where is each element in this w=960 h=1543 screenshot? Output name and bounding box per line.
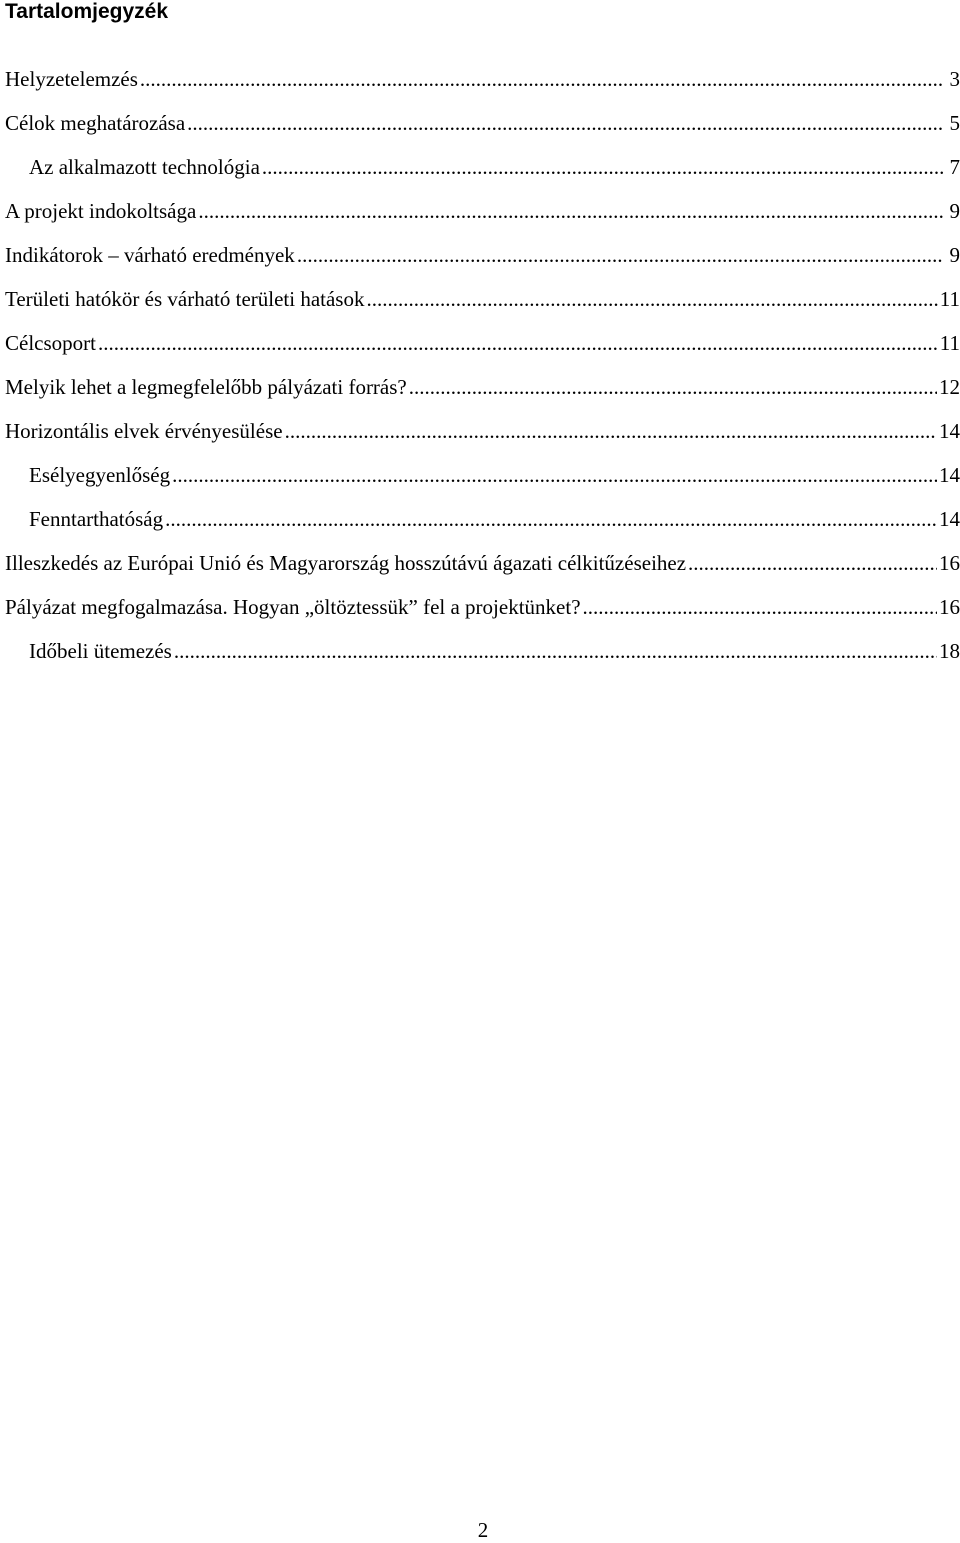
dot-leader bbox=[285, 416, 937, 446]
toc-entry-label: Az alkalmazott technológia bbox=[29, 155, 260, 179]
toc-entry-label: Esélyegyenlőség bbox=[29, 463, 171, 487]
toc-entry-page: 16 bbox=[939, 595, 960, 619]
toc-entry-label: A projekt indokoltsága bbox=[5, 199, 197, 223]
toc-entry-label: Helyzetelemzés bbox=[5, 67, 138, 91]
toc-entry-page: 5 bbox=[949, 111, 960, 135]
toc-entry-label: Melyik lehet a legmegfelelőbb pályázati forrás? bbox=[5, 375, 407, 399]
toc-entry-label: Indikátorok – várható eredmények bbox=[5, 243, 295, 267]
dot-leader bbox=[187, 108, 944, 138]
page-number: 2 bbox=[477, 1518, 489, 1542]
toc-entry-palyazati-forras[interactable] bbox=[5, 372, 960, 416]
toc-entry-horizontalis-elvek[interactable] bbox=[5, 416, 960, 460]
dot-leader bbox=[174, 636, 937, 666]
toc-entry-page: 14 bbox=[939, 419, 960, 443]
toc-entry-eselyegyenloseg[interactable] bbox=[5, 460, 960, 504]
dot-leader bbox=[140, 64, 944, 94]
toc-entry-indikatorok[interactable] bbox=[5, 240, 960, 284]
dot-leader bbox=[165, 504, 937, 534]
dot-leader bbox=[198, 196, 944, 226]
toc-entry-page: 11 bbox=[939, 331, 960, 355]
toc-entry-page: 3 bbox=[949, 67, 960, 91]
toc-entry-celok[interactable] bbox=[5, 108, 960, 152]
toc-entry-label: Horizontális elvek érvényesülése bbox=[5, 419, 283, 443]
dot-leader bbox=[366, 284, 937, 314]
toc-entry-page: 14 bbox=[939, 507, 960, 531]
toc-entry-teruleti-hatokor[interactable] bbox=[5, 284, 960, 328]
toc-entry-idobeli-utemezes[interactable] bbox=[5, 636, 960, 680]
toc-entry-label: Célok meghatározása bbox=[5, 111, 186, 135]
toc-entry-page: 18 bbox=[939, 639, 960, 663]
toc-entry-label: Fenntarthatóság bbox=[29, 507, 164, 531]
toc-entry-label: Területi hatókör és várható területi hatások bbox=[5, 287, 365, 311]
dot-leader bbox=[297, 240, 944, 270]
dot-leader bbox=[688, 548, 937, 578]
toc-entry-label: Illeszkedés az Európai Unió és Magyarország hosszútávú ágazati célkitűzéseihez bbox=[5, 551, 687, 575]
dot-leader bbox=[172, 460, 937, 490]
toc-entry-page: 9 bbox=[949, 243, 960, 267]
toc-entry-fenntarthatosag[interactable] bbox=[5, 504, 960, 548]
dot-leader bbox=[262, 152, 944, 182]
toc-list bbox=[5, 64, 960, 680]
toc-entry-page: 14 bbox=[939, 463, 960, 487]
toc-title: Tartalomjegyzék bbox=[5, 0, 169, 23]
toc-entry-palyazat-megfogalmazasa[interactable] bbox=[5, 592, 960, 636]
dot-leader bbox=[409, 372, 937, 402]
dot-leader bbox=[583, 592, 937, 622]
toc-entry-helyzetelemzes[interactable] bbox=[5, 64, 960, 108]
toc-entry-illeszkedes[interactable] bbox=[5, 548, 960, 592]
toc-entry-page: 7 bbox=[949, 155, 960, 179]
dot-leader bbox=[98, 328, 938, 358]
toc-entry-label: Pályázat megfogalmazása. Hogyan „öltöztessük” fel a projektünket? bbox=[5, 595, 581, 619]
toc-entry-page: 11 bbox=[939, 287, 960, 311]
toc-entry-technologia[interactable] bbox=[5, 152, 960, 196]
toc-entry-celcsoport[interactable] bbox=[5, 328, 960, 372]
toc-entry-label: Célcsoport bbox=[5, 331, 96, 355]
toc-entry-page: 12 bbox=[939, 375, 960, 399]
toc-entry-page: 9 bbox=[949, 199, 960, 223]
toc-entry-indokoltsag[interactable] bbox=[5, 196, 960, 240]
toc-entry-label: Időbeli ütemezés bbox=[29, 639, 172, 663]
toc-entry-page: 16 bbox=[939, 551, 960, 575]
